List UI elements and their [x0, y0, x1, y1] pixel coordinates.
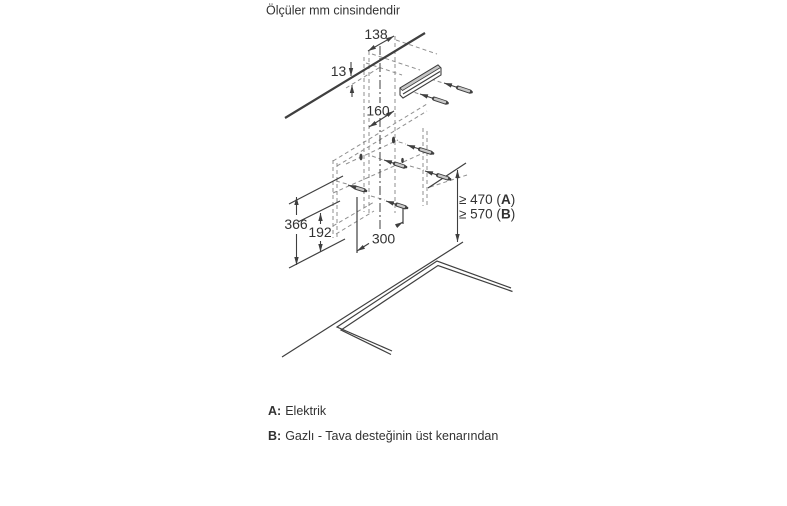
arrowhead	[357, 245, 365, 251]
arrowhead	[455, 234, 459, 242]
arrowhead	[318, 213, 322, 221]
wall-line	[285, 33, 425, 118]
dashed-line	[371, 196, 385, 200]
screw-end	[365, 190, 368, 193]
dim-192-label: 192	[308, 224, 332, 240]
arrowhead	[368, 45, 376, 51]
screw-end	[406, 207, 409, 210]
screw-tip-arrow	[420, 94, 428, 99]
extension-line	[428, 163, 466, 188]
screw-head	[435, 99, 445, 102]
screw-end	[446, 102, 449, 105]
clearance-a-key: A	[500, 192, 511, 207]
legend-item-b	[268, 429, 498, 443]
clearance-b-key: B	[500, 206, 511, 222]
screw	[444, 83, 473, 93]
legend-b-key: B:	[268, 429, 282, 443]
screw-tip-arrow	[444, 83, 452, 88]
counter-edge-line	[282, 242, 463, 357]
page-title: Ölçüler mm cinsindendir	[266, 3, 401, 18]
dashed-line	[336, 181, 347, 184]
screw-end	[470, 91, 473, 94]
clearance-a-suffix: )	[510, 192, 516, 207]
dim-13-label: 13	[330, 63, 347, 79]
legend-b-text: Gazlı - Tava desteğinin üst kenarından	[285, 429, 499, 443]
arrowhead	[350, 85, 354, 93]
dim-300-label: 300	[371, 230, 396, 247]
arrowhead	[369, 121, 377, 127]
screw	[407, 145, 434, 155]
legend-item-a	[268, 404, 327, 418]
mounting-bracket	[400, 65, 441, 98]
screw-tip-arrow	[407, 145, 415, 150]
dim-160-label: 160	[366, 102, 390, 119]
screw-tip-arrow	[348, 185, 356, 190]
clearance-b-suffix: )	[510, 206, 516, 222]
construction-lines	[330, 36, 467, 240]
clearance-a-value: ≥ 470 (	[459, 192, 501, 207]
dashed-line	[410, 166, 424, 170]
clearance-b-label	[459, 207, 515, 222]
screw	[420, 94, 449, 104]
labels	[266, 4, 515, 444]
clearance-b-value: ≥ 570 (	[459, 206, 501, 222]
wall-anchor	[359, 154, 362, 161]
dim-138-label: 138	[364, 26, 388, 42]
dashed-line	[372, 156, 383, 160]
dashed-line	[336, 211, 374, 234]
wall-anchor	[392, 137, 395, 144]
screw-tip-arrow	[386, 201, 394, 206]
arrowhead	[349, 68, 353, 76]
extension-line	[289, 239, 345, 268]
screw-end	[432, 152, 435, 155]
screw-tip-arrow	[384, 160, 392, 165]
screw-tip-arrow	[425, 171, 433, 176]
screw-head	[459, 88, 469, 91]
legend-a-key: A:	[268, 404, 282, 418]
dim-366-label: 366	[284, 216, 308, 232]
clearance-a-label	[459, 192, 515, 207]
legend-a-text: Elektrik	[285, 404, 327, 418]
arrowhead	[395, 222, 403, 228]
screw	[386, 201, 408, 209]
screw-end	[449, 178, 452, 181]
screw-end	[405, 166, 408, 169]
arrowhead	[455, 170, 459, 178]
dashed-line	[333, 202, 374, 226]
wall-anchor	[401, 158, 404, 163]
